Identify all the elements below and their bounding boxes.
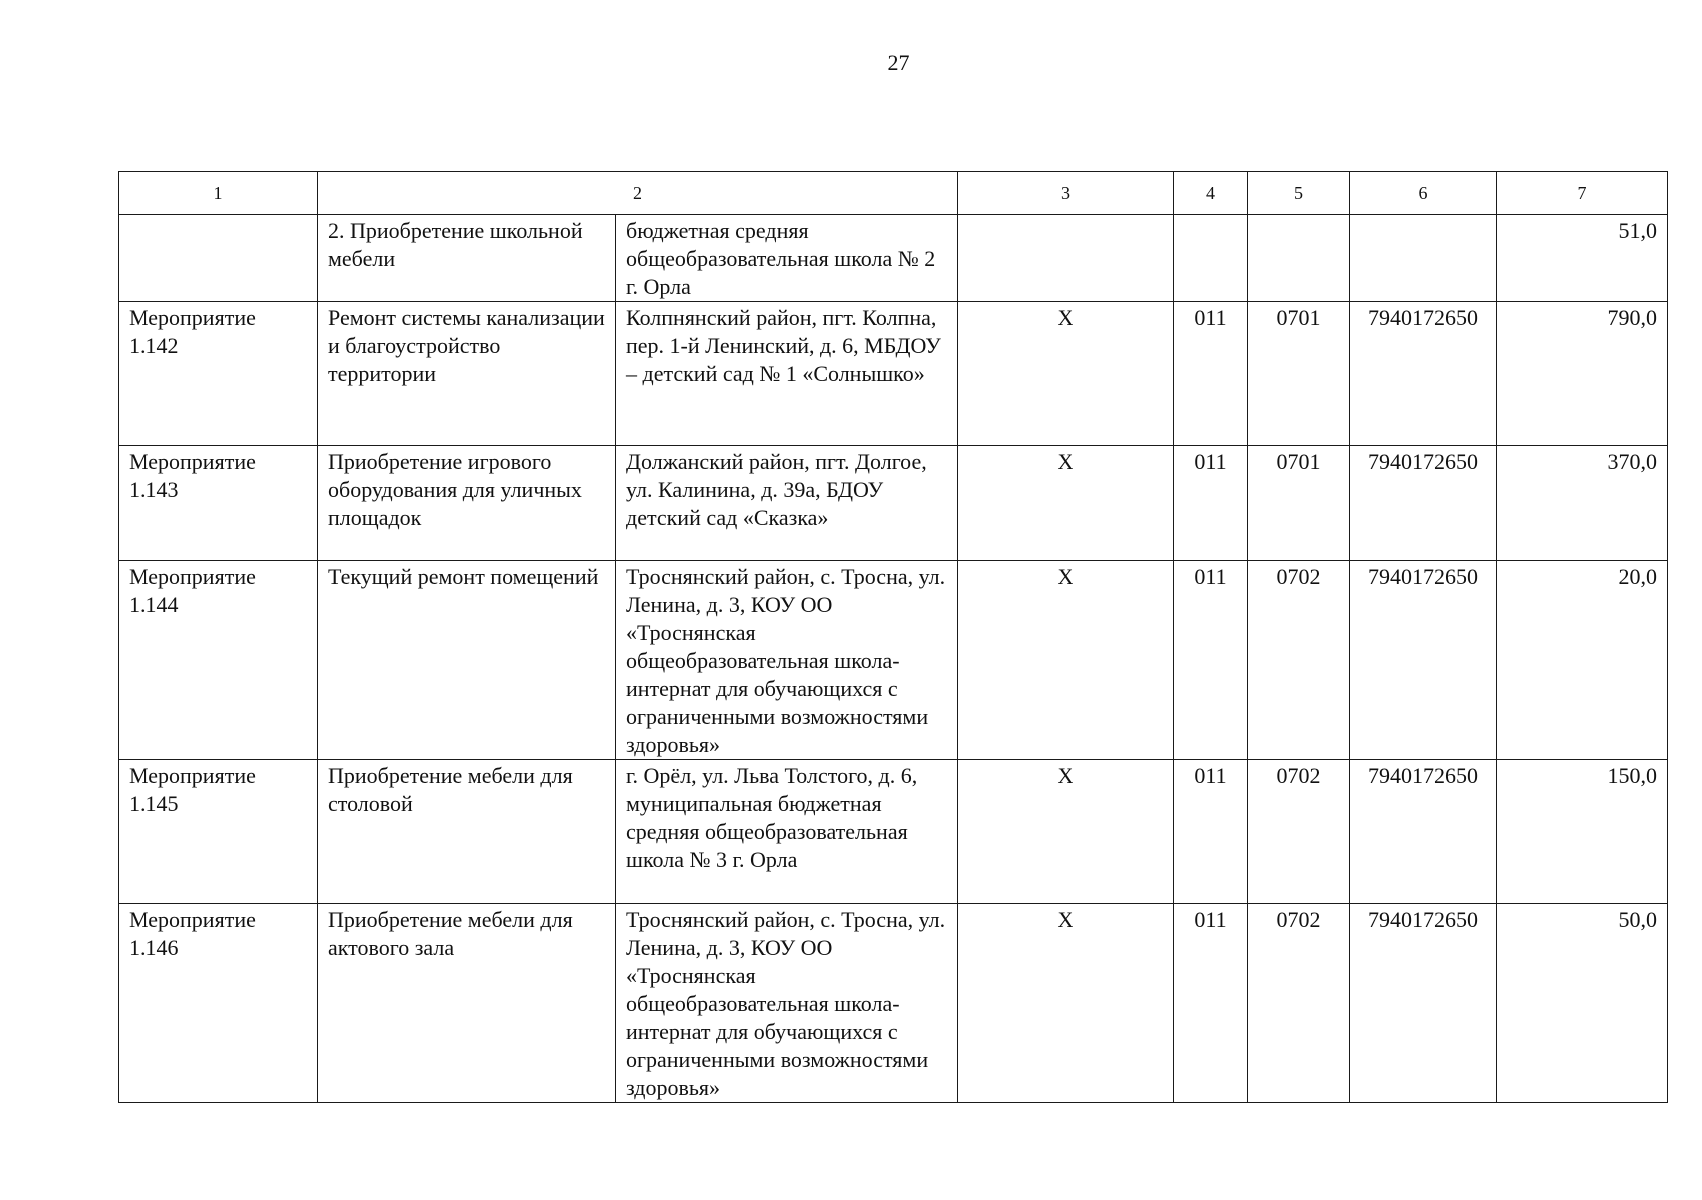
- cell-activity-name: Текущий ремонт помещений: [318, 561, 616, 759]
- page-number: 27: [887, 50, 910, 75]
- cell-amount: 370,0: [1497, 446, 1668, 561]
- cell-col3: Х: [958, 904, 1174, 1103]
- cell-col6: [1350, 215, 1497, 302]
- cell-col3: Х: [958, 302, 1174, 446]
- cell-col4: 011: [1174, 302, 1248, 446]
- header-col-7: 7: [1497, 172, 1668, 215]
- program-table: [118, 171, 1668, 1103]
- cell-description: [318, 760, 958, 904]
- cell-col5: 0702: [1248, 904, 1350, 1103]
- cell-description: [318, 215, 958, 302]
- cell-activity-name: 2. Приобретение школьной мебели: [318, 215, 616, 301]
- cell-location: Колпнянский район, пгт. Колпна, пер. 1-й Ленинский, д. 6, МБДОУ – детский сад № 1 «Солнышко»: [626, 305, 941, 386]
- table-row: [119, 760, 1668, 904]
- header-col-3: 3: [958, 172, 1174, 215]
- cell-activity-id: Мероприятие 1.145: [119, 760, 318, 904]
- cell-col5: 0701: [1248, 446, 1350, 561]
- cell-location: Троснянский район, с. Тросна, ул. Ленина, д. 3, КОУ ОО «Троснянская общеобразовательная школа-интернат для обучающихся с ограниченными возможностями здоровья»: [626, 907, 946, 1100]
- cell-col6: 7940172650: [1350, 760, 1497, 904]
- header-col-4: 4: [1174, 172, 1248, 215]
- cell-col5: 0702: [1248, 760, 1350, 904]
- cell-activity-name: Ремонт системы канализации и благоустройство территории: [318, 302, 616, 445]
- cell-col4: 011: [1174, 561, 1248, 760]
- table-row: [119, 904, 1668, 1103]
- header-row: [119, 172, 1668, 215]
- cell-description: [318, 904, 958, 1103]
- cell-col5: [1248, 215, 1350, 302]
- header-col-2: 2: [318, 172, 958, 215]
- header-col-5: 5: [1248, 172, 1350, 215]
- header-col-1: 1: [119, 172, 318, 215]
- cell-description: [318, 446, 958, 561]
- cell-amount: 51,0: [1497, 215, 1668, 302]
- table-row: [119, 215, 1668, 302]
- cell-location: Троснянский район, с. Тросна, ул. Ленина, д. 3, КОУ ОО «Троснянская общеобразовательная школа-интернат для обучающихся с ограниченными возможностями здоровья»: [626, 564, 946, 757]
- cell-activity-name: Приобретение игрового оборудования для уличных площадок: [318, 446, 616, 560]
- cell-amount: 20,0: [1497, 561, 1668, 760]
- cell-col3: [958, 215, 1174, 302]
- cell-col4: 011: [1174, 446, 1248, 561]
- cell-activity-id: Мероприятие 1.142: [119, 302, 318, 446]
- cell-col5: 0702: [1248, 561, 1350, 760]
- cell-activity-id: [119, 215, 318, 302]
- cell-col5: 0701: [1248, 302, 1350, 446]
- cell-col4: [1174, 215, 1248, 302]
- cell-amount: 790,0: [1497, 302, 1668, 446]
- cell-activity-name: Приобретение мебели для столовой: [318, 760, 616, 903]
- cell-activity-id: Мероприятие 1.143: [119, 446, 318, 561]
- cell-col3: Х: [958, 760, 1174, 904]
- cell-col6: 7940172650: [1350, 904, 1497, 1103]
- cell-description: [318, 561, 958, 760]
- cell-col3: Х: [958, 446, 1174, 561]
- cell-amount: 150,0: [1497, 760, 1668, 904]
- cell-amount: 50,0: [1497, 904, 1668, 1103]
- cell-location: г. Орёл, ул. Льва Толстого, д. 6, муниципальная бюджетная средняя общеобразовательная школа № 3 г. Орла: [626, 763, 918, 872]
- cell-col3: Х: [958, 561, 1174, 760]
- cell-col4: 011: [1174, 760, 1248, 904]
- cell-activity-id: Мероприятие 1.146: [119, 904, 318, 1103]
- table-row: [119, 302, 1668, 446]
- cell-col4: 011: [1174, 904, 1248, 1103]
- cell-col6: 7940172650: [1350, 561, 1497, 760]
- cell-description: [318, 302, 958, 446]
- header-col-6: 6: [1350, 172, 1497, 215]
- cell-col6: 7940172650: [1350, 446, 1497, 561]
- cell-location: бюджетная средняя общеобразовательная школа № 2 г. Орла: [626, 218, 936, 299]
- cell-location: Должанский район, пгт. Долгое, ул. Калинина, д. 39а, БДОУ детский сад «Сказка»: [626, 449, 927, 530]
- cell-activity-name: Приобретение мебели для актового зала: [318, 904, 616, 1102]
- cell-activity-id: Мероприятие 1.144: [119, 561, 318, 760]
- cell-col6: 7940172650: [1350, 302, 1497, 446]
- table-row: [119, 446, 1668, 561]
- table-row: [119, 561, 1668, 760]
